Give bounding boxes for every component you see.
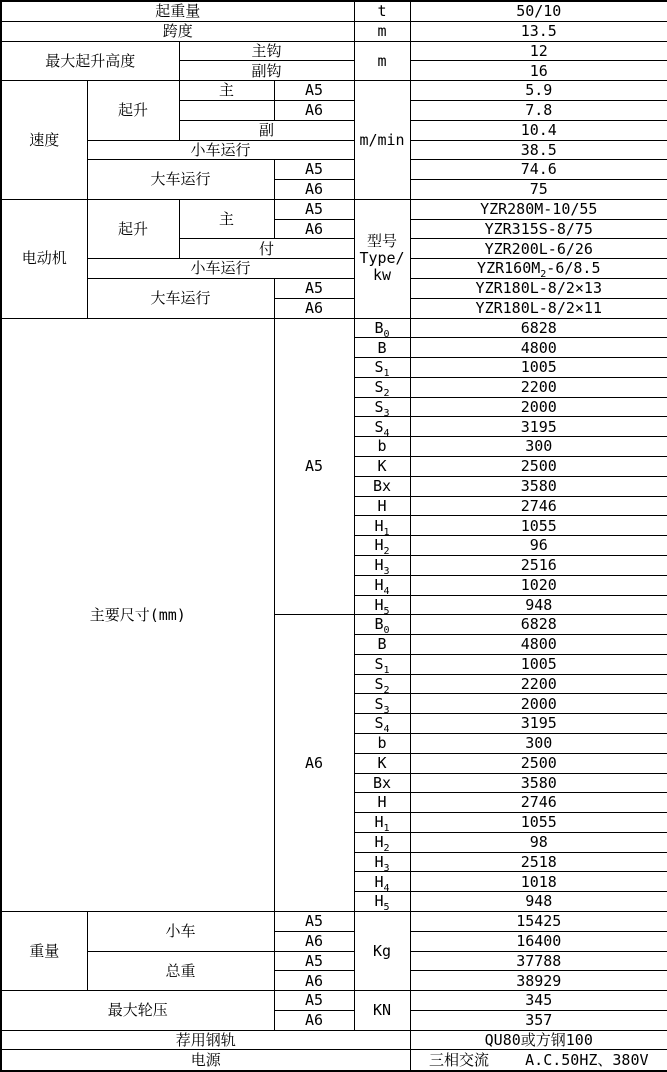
dim-label-sub: 1 — [383, 368, 390, 378]
wheel-pressure-unit: KN — [354, 991, 410, 1031]
dim-label-text: B — [374, 615, 384, 634]
dim-value: 1055 — [410, 516, 667, 536]
dim-label-text: Bx — [372, 476, 392, 495]
dim-label — [354, 714, 410, 734]
dim-label-text: B — [377, 338, 387, 357]
dim-label — [354, 358, 410, 378]
dim-label — [354, 615, 410, 635]
dim-label — [354, 694, 410, 714]
dim-label — [354, 892, 410, 912]
dim-label — [354, 457, 410, 477]
dim-label-sub: 1 — [383, 526, 390, 536]
dim-value: 98 — [410, 832, 667, 852]
dim-label — [354, 654, 410, 674]
dim-label-text: H — [374, 556, 384, 575]
weight-trolley-a5-label: A5 — [274, 912, 354, 932]
motor-crane-a5-label: A5 — [274, 279, 354, 299]
capacity-value: 50/10 — [410, 1, 667, 21]
motor-hoist-aux-label: 付 — [179, 239, 354, 259]
dim-label-sub: 1 — [383, 823, 390, 833]
motor-hoist-main-a5-value: YZR280M-10/55 — [410, 199, 667, 219]
dim-value: 1055 — [410, 813, 667, 833]
dim-value: 3580 — [410, 773, 667, 793]
dim-label-text: S — [374, 674, 384, 693]
dim-label-text: H — [374, 813, 384, 832]
power-label: 电源 — [1, 1050, 410, 1071]
empty-cell — [179, 100, 274, 120]
dim-label-text: H — [374, 575, 384, 594]
dim-label-text: K — [377, 457, 387, 476]
dim-label-text: H — [374, 516, 384, 535]
motor-unit-line2: Type/ — [359, 249, 405, 268]
dim-value: 2500 — [410, 753, 667, 773]
motor-hoist-aux-value: YZR200L-6/26 — [410, 239, 667, 259]
dim-label-sub: 0 — [383, 328, 390, 338]
dimensions-section-label: 主要尺寸(mm) — [1, 318, 274, 911]
speed-hoist-aux-label: 副 — [179, 120, 354, 140]
main-hook-label: 主钩 — [179, 41, 354, 61]
dim-label-sub: 4 — [383, 585, 390, 596]
speed-hoist-main-a5-label: A5 — [274, 81, 354, 101]
dim-label-text: S — [374, 714, 384, 733]
dim-value: 2746 — [410, 496, 667, 516]
dim-label — [354, 595, 410, 615]
speed-crane-a6-value: 75 — [410, 180, 667, 200]
dim-label — [354, 733, 410, 753]
dim-label-sub: 4 — [383, 427, 390, 437]
wheel-pressure-a5-label: A5 — [274, 991, 354, 1011]
dim-value: 300 — [410, 733, 667, 753]
dim-label-text: H — [374, 595, 384, 614]
dim-value: 96 — [410, 536, 667, 556]
motor-hoist-main-label: 主 — [179, 199, 274, 239]
dim-label-sub: 4 — [383, 724, 390, 734]
weight-total-a6-label: A6 — [274, 971, 354, 991]
dim-label — [354, 813, 410, 833]
dim-value: 3580 — [410, 476, 667, 496]
dim-label — [354, 793, 410, 813]
dim-value: 6828 — [410, 318, 667, 338]
dim-label-text: H — [374, 872, 384, 891]
rail-label: 荐用钢轨 — [1, 1030, 410, 1050]
speed-unit: m/min — [354, 81, 410, 200]
motor-hoist-main-a6-value: YZR315S-8/75 — [410, 219, 667, 239]
weight-total-a6-value: 38929 — [410, 971, 667, 991]
dim-label — [354, 476, 410, 496]
height-unit: m — [354, 41, 410, 81]
weight-section-label: 重量 — [1, 912, 87, 991]
dim-label-text: H — [377, 793, 387, 812]
motor-trolley-value-post: -6/8.5 — [546, 259, 601, 278]
wheel-pressure-a6-label: A6 — [274, 1010, 354, 1030]
main-hook-value: 12 — [410, 41, 667, 61]
motor-hoist-label: 起升 — [87, 199, 179, 258]
dim-value: 3195 — [410, 417, 667, 437]
dim-label — [354, 377, 410, 397]
motor-trolley-value-pre: YZR160M — [477, 259, 541, 278]
speed-crane-a5-value: 74.6 — [410, 160, 667, 180]
dim-value: 2500 — [410, 457, 667, 477]
dim-label-text: S — [374, 694, 384, 713]
dim-label-text: H — [374, 892, 384, 911]
motor-hoist-main-a5-label: A5 — [274, 199, 354, 219]
span-unit: m — [354, 21, 410, 41]
dim-value: 1018 — [410, 872, 667, 892]
dim-label-text: S — [374, 358, 384, 377]
speed-hoist-label: 起升 — [87, 81, 179, 140]
dim-label-sub: 2 — [383, 843, 390, 853]
dim-value: 4800 — [410, 635, 667, 655]
dim-label-sub: 2 — [383, 684, 390, 694]
span-value: 13.5 — [410, 21, 667, 41]
speed-hoist-aux-value: 10.4 — [410, 120, 667, 140]
weight-trolley-a6-value: 16400 — [410, 931, 667, 951]
weight-trolley-label: 小车 — [87, 912, 274, 952]
dim-label-text: b — [377, 734, 387, 753]
dim-label-sub: 2 — [383, 546, 390, 556]
dim-value: 948 — [410, 595, 667, 615]
dim-a5-group-label: A5 — [274, 318, 354, 615]
capacity-unit: t — [354, 1, 410, 21]
dim-label — [354, 318, 410, 338]
speed-hoist-main-a5-value: 5.9 — [410, 81, 667, 101]
dim-value: 2000 — [410, 694, 667, 714]
dim-label-sub: 3 — [383, 704, 390, 714]
dim-value: 1005 — [410, 358, 667, 378]
dim-label-text: b — [377, 437, 387, 456]
speed-hoist-main-label: 主 — [179, 81, 274, 101]
dim-label — [354, 753, 410, 773]
dim-label — [354, 872, 410, 892]
weight-trolley-a6-label: A6 — [274, 931, 354, 951]
motor-unit-line3: kw — [372, 266, 392, 285]
motor-unit — [354, 199, 410, 318]
dim-label-sub: 3 — [383, 566, 390, 576]
dim-label-text: B — [377, 635, 387, 654]
weight-total-label: 总重 — [87, 951, 274, 991]
speed-crane-a5-label: A5 — [274, 160, 354, 180]
dim-value: 2516 — [410, 555, 667, 575]
speed-hoist-main-a6-label: A6 — [274, 100, 354, 120]
weight-total-a5-label: A5 — [274, 951, 354, 971]
dim-label — [354, 338, 410, 358]
weight-total-a5-value: 37788 — [410, 951, 667, 971]
dim-label-text: H — [374, 833, 384, 852]
wheel-pressure-a6-value: 357 — [410, 1010, 667, 1030]
dim-value: 2518 — [410, 852, 667, 872]
dim-label — [354, 852, 410, 872]
dim-label — [354, 674, 410, 694]
dim-value: 2746 — [410, 793, 667, 813]
dim-label — [354, 536, 410, 556]
weight-trolley-a5-value: 15425 — [410, 912, 667, 932]
dim-label-text: S — [374, 655, 384, 673]
motor-crane-a6-value: YZR180L-8/2×11 — [410, 298, 667, 318]
dim-label-sub: 4 — [383, 882, 390, 892]
dim-label — [354, 555, 410, 575]
dim-label-sub: 3 — [383, 862, 390, 872]
dim-label — [354, 417, 410, 437]
dim-label — [354, 397, 410, 417]
dim-label-text: K — [377, 753, 387, 772]
height-label: 最大起升高度 — [1, 41, 179, 81]
dim-label-text: B — [374, 318, 384, 337]
dim-value: 1020 — [410, 575, 667, 595]
dim-value: 2200 — [410, 377, 667, 397]
dim-value: 2200 — [410, 674, 667, 694]
wheel-pressure-label: 最大轮压 — [1, 991, 274, 1031]
dim-label — [354, 635, 410, 655]
weight-unit: Kg — [354, 912, 410, 991]
dim-label-sub: 5 — [383, 605, 390, 615]
motor-crane-a5-value: YZR180L-8/2×13 — [410, 279, 667, 299]
wheel-pressure-a5-value: 345 — [410, 991, 667, 1011]
speed-crane-label: 大车运行 — [87, 160, 274, 200]
dim-label-text: H — [374, 536, 384, 555]
dim-label-text: S — [374, 397, 384, 416]
dim-label — [354, 575, 410, 595]
dim-label — [354, 516, 410, 536]
dim-value: 1005 — [410, 654, 667, 674]
motor-hoist-main-a6-label: A6 — [274, 219, 354, 239]
motor-unit-line1: 型号 — [367, 231, 398, 250]
dim-a6-group-label: A6 — [274, 615, 354, 912]
dim-label-text: H — [374, 852, 384, 871]
motor-section-label: 电动机 — [1, 199, 87, 318]
rail-value: QU80或方钢100 — [410, 1030, 667, 1050]
dim-value: 4800 — [410, 338, 667, 358]
power-value: 三相交流 A.C.50HZ、380V — [410, 1050, 667, 1071]
motor-trolley-value-sub: 2 — [540, 269, 547, 279]
dim-label — [354, 832, 410, 852]
dim-label — [354, 496, 410, 516]
dim-label-sub: 3 — [383, 407, 390, 417]
speed-trolley-label: 小车运行 — [87, 140, 354, 160]
dim-value: 6828 — [410, 615, 667, 635]
dim-label-sub: 0 — [383, 625, 390, 635]
dim-value: 2000 — [410, 397, 667, 417]
motor-trolley-label: 小车运行 — [87, 259, 354, 279]
aux-hook-value: 16 — [410, 61, 667, 81]
dim-value: 948 — [410, 892, 667, 912]
motor-crane-a6-label: A6 — [274, 298, 354, 318]
aux-hook-label: 副钩 — [179, 61, 354, 81]
dim-label-text: S — [374, 378, 384, 397]
dim-value: 3195 — [410, 714, 667, 734]
dim-label-text: H — [377, 496, 387, 515]
span-label: 跨度 — [1, 21, 354, 41]
speed-crane-a6-label: A6 — [274, 180, 354, 200]
motor-trolley-value — [410, 259, 667, 279]
speed-hoist-main-a6-value: 7.8 — [410, 100, 667, 120]
capacity-label: 起重量 — [1, 1, 354, 21]
motor-crane-label: 大车运行 — [87, 279, 274, 319]
speed-trolley-value: 38.5 — [410, 140, 667, 160]
dim-label-text: S — [374, 417, 384, 436]
dim-label-sub: 1 — [383, 665, 390, 675]
dim-label — [354, 437, 410, 457]
dim-label-sub: 5 — [383, 902, 390, 912]
dim-value: 300 — [410, 437, 667, 457]
dim-label-text: Bx — [372, 773, 392, 792]
dim-label — [354, 773, 410, 793]
speed-section-label: 速度 — [1, 81, 87, 200]
dim-label-sub: 2 — [383, 388, 390, 398]
